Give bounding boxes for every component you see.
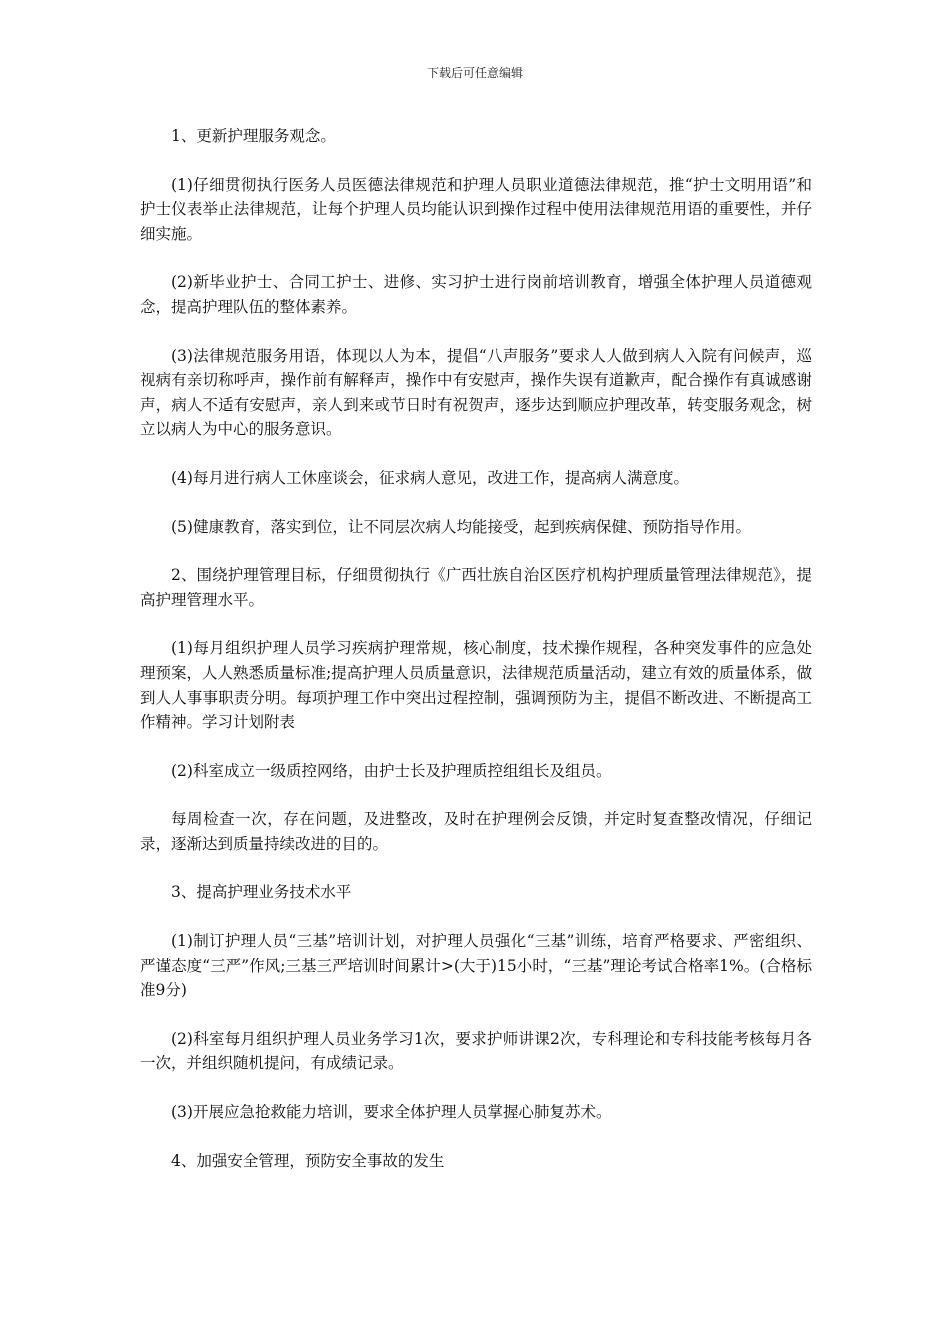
paragraph: (4)每月进行病人工休座谈会，征求病人意见，改进工作，提高病人满意度。: [171, 468, 689, 487]
page-header: 下载后可任意编辑: [426, 66, 523, 80]
paragraph: (2)新毕业护士、合同工护士、进修、实习护士进行岗前培训教育，增强全体护理人员道德观念，提高护理队伍的整体素养。: [140, 273, 812, 316]
paragraph: (2)科室成立一级质控网络，由护士长及护理质控组组长及组员。: [171, 761, 612, 780]
paragraph: (1)制订护理人员“三基”培训计划，对护理人员强化“三基”训练，培育严格要求、严密组织、严谨态度“三严”作风;三基三严培训时间累计>(大于)15小时，“三基”理论考试合格率1%。(合格标准9分): [140, 932, 812, 1000]
document-body: [140, 124, 812, 1197]
section-heading-4: 4、加强安全管理，预防安全事故的发生: [171, 1151, 445, 1170]
paragraph: (1)仔细贯彻执行医务人员医德法律规范和护理人员职业道德法律规范，推“护士文明用语”和护士仪表举止法律规范，让每个护理人员均能认识到操作过程中使用法律规范用语的重要性，并仔细实施。: [140, 175, 812, 243]
paragraph: (2)科室每月组织护理人员业务学习1次，要求护师讲课2次，专科理论和专科技能考核每月各一次，并组织随机提问，有成绩记录。: [140, 1029, 812, 1073]
paragraph: (3)开展应急抢救能力培训，要求全体护理人员掌握心肺复苏术。: [171, 1103, 612, 1122]
paragraph: (1)每月组织护理人员学习疾病护理常规，核心制度，技术操作规程，各种突发事件的应急处理预案，人人熟悉质量标准;提高护理人员质量意识，法律规范质量活动，建立有效的质量体系，做到人人事事职责分明。每项护理工作中突出过程控制，强调预防为主，提倡不断改进、不断提高工作精神。学习计划附表: [140, 639, 812, 732]
section-heading-3: 3、提高护理业务技术水平: [171, 883, 352, 902]
section-heading-2: 2、围绕护理管理目标，仔细贯彻执行《广西壮族自治区医疗机构护理质量管理法律规范》，提高护理管理水平。: [140, 566, 812, 609]
paragraph: 每周检查一次，存在问题，及进整改，及时在护理例会反馈，并定时复查整改情况，仔细记录，逐渐达到质量持续改进的目的。: [140, 810, 812, 853]
paragraph: (5)健康教育，落实到位，让不同层次病人均能接受，起到疾病保健、预防指导作用。: [171, 517, 751, 536]
paragraph: (3)法律规范服务用语，体现以人为本，提倡“八声服务”要求人人做到病人入院有问候声，巡视病有亲切称呼声，操作前有解释声，操作中有安慰声，操作失误有道歉声，配合操作有真诚感谢声，病人不适有安慰声，亲人到来或节日时有祝贺声，逐步达到顺应护理改革，转变服务观念，树立以病人为中心的服务意识。: [140, 346, 812, 439]
section-heading-1: 1、更新护理服务观念。: [171, 127, 336, 145]
